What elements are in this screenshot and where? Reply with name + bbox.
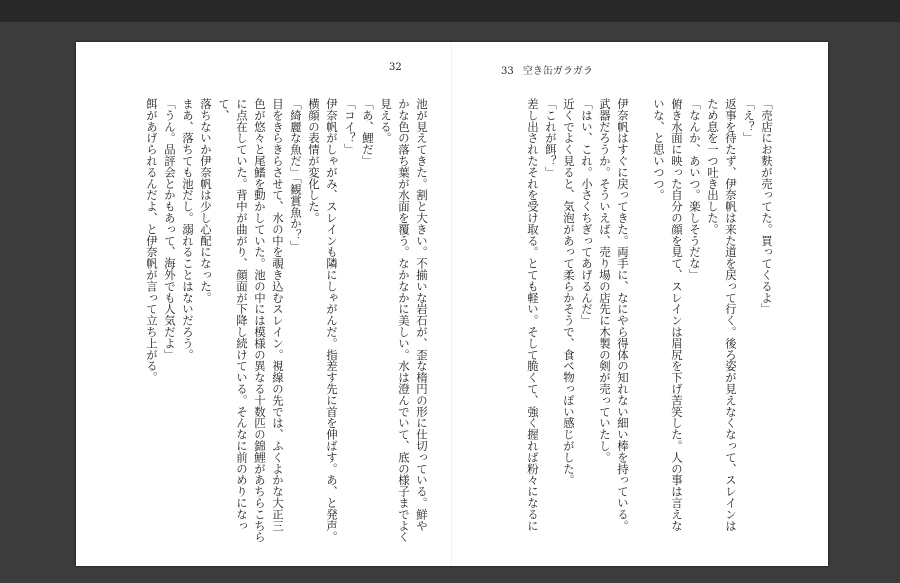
text-line: かな色の落ち葉が水面を覆う。なかなかに美しい。水は澄んでいて、底の様子までよく [397, 98, 411, 543]
text-line: 「はい、これ。小さくちぎってあげるんだ」 [580, 98, 594, 326]
text-line: 「綺麗な魚だ」「観賞魚か？」 [289, 98, 303, 252]
text-line: まあ、落ちても池だし。溺れることはないだろう。 [181, 98, 195, 361]
text-line: 池が見えてきた。割と大きい。不揃いな岩石が、歪な楕円の形に仕切っている。鮮や [415, 98, 429, 532]
text-line: 「え？」 [742, 98, 756, 144]
text-line: 「売店にお麩が売ってた。買ってくるよ」 [760, 98, 774, 315]
running-title: 空き缶ガラガラ [522, 66, 593, 77]
text-line: ため息を一つ吐き出した。 [706, 98, 720, 235]
right-page-number: 33 [501, 66, 514, 77]
text-line: 「あ、鯉だ」 [361, 98, 375, 167]
text-line: 「なんか、あいつ。楽しそうだな」 [688, 98, 702, 281]
right-page-text [503, 98, 776, 546]
text-line: いな、と思いつつ。 [652, 98, 666, 201]
text-line: 餌があげられるんだよ、と伊奈帆が言って立ち上がる。 [145, 98, 159, 383]
text-line [632, 98, 650, 546]
text-line: 近くでよく見ると、気泡があって柔らかそうで、食べ物っぽい感じがした。 [562, 98, 576, 486]
text-line: 差し出されたそれを受け取る。とても軽い。そして脆くて、強く握れば粉々になるに [526, 98, 540, 532]
text-line: 伊奈帆がしゃがみ、スレインも隣にしゃがんだ。指差す先に首を伸ばす。あ、と発声。 [325, 98, 339, 543]
text-line: 伊奈帆はすぐに戻ってきた。両手に、なにやら得体の知れない細い棒を持っている。 [616, 98, 630, 532]
text-line: 俯き水面に映った自分の顔を見て、スレインは眉尻を下げ苦笑した。人の事は言えな [670, 98, 684, 532]
left-page-header [389, 62, 402, 73]
text-line: 武器だろうか。そういえば、売り場の店先に木製の剣が売っていたし。 [598, 98, 612, 463]
text-line: 「これが餌？」 [544, 98, 558, 178]
left-page-number: 32 [389, 62, 402, 73]
right-page-header [501, 62, 593, 77]
text-line: 横顔の表情が変化した。 [307, 98, 321, 224]
page-gutter [451, 42, 452, 566]
text-line: 「コイ？」 [343, 98, 357, 155]
left-page-text [126, 98, 431, 546]
text-line: に点在していた。背中が曲がり、顔面が下降し続けている。そんなに前のめりになって、 [217, 98, 249, 532]
viewer-top-bar [0, 0, 900, 22]
text-line: 返事を待たず、伊奈帆は来た道を戻って行く。後ろ姿が見えなくなって、スレインは [724, 98, 738, 532]
text-line: 目をきらきらさせて、水の中を覗き込むスレイン。視線の先では、ふくよかな大正三 [271, 98, 285, 532]
text-line: 見える。 [379, 98, 393, 144]
text-line: 落ちないか伊奈帆は少し心配になった。 [199, 98, 213, 304]
text-line: 「うん。品評会とかもあって、海外でも人気だよ」 [163, 98, 177, 361]
text-line: 色が悠々と尾鰭を動かしていた。池の中には模様の異なる十数匹の錦鯉があちらこちら [253, 98, 267, 543]
book-spread [76, 42, 828, 566]
